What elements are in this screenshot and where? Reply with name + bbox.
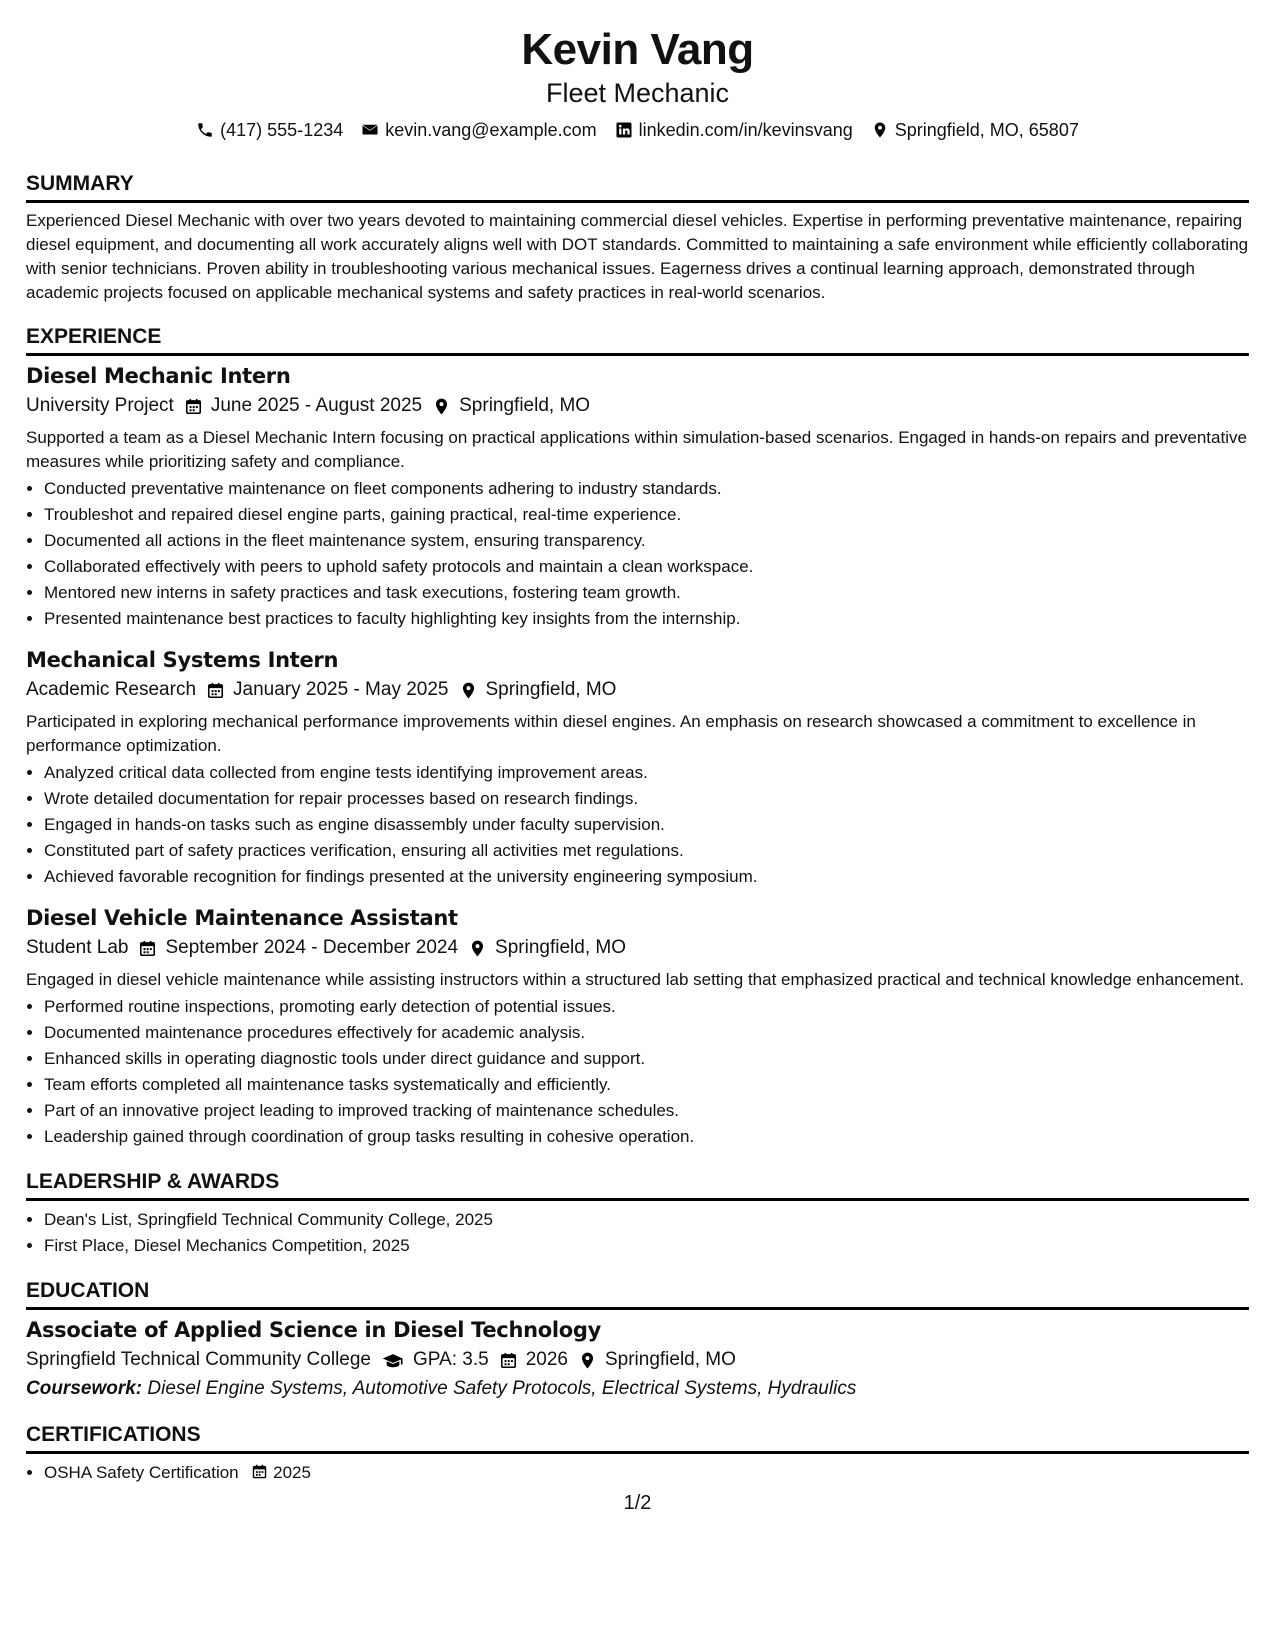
job-organization: Academic Research	[26, 679, 197, 700]
job-meta	[26, 392, 1249, 420]
job-title: Diesel Mechanic Intern	[26, 364, 291, 388]
phone-icon	[196, 121, 214, 139]
job-dates-group	[138, 934, 458, 962]
contact-linkedin[interactable]	[615, 118, 853, 142]
calendar-icon	[138, 939, 157, 958]
map-pin-icon	[578, 1351, 597, 1370]
map-pin-icon	[468, 939, 487, 958]
list-item: • Enhanced skills in operating diagnostic tools under direct guidance and support.	[44, 1046, 1249, 1072]
gpa-text: GPA: 3.5	[413, 1349, 489, 1370]
list-item: • Collaborated effectively with peers to uphold safety protocols and maintain a clean workspace.	[44, 554, 1249, 580]
map-pin-icon	[459, 681, 478, 700]
calendar-icon	[184, 397, 203, 416]
list-item: • Part of an innovative project leading to improved tracking of maintenance schedules.	[44, 1098, 1249, 1124]
job-location: Springfield, MO	[459, 395, 591, 416]
calendar-icon	[251, 1463, 268, 1480]
email-link[interactable]: kevin.vang@example.com	[385, 120, 597, 140]
candidate-name: Kevin Vang	[521, 25, 754, 74]
experience-entry	[26, 904, 1249, 1150]
candidate-title: Fleet Mechanic	[545, 78, 730, 108]
experience-section	[26, 323, 1249, 1150]
calendar-icon	[499, 1351, 518, 1370]
envelope-icon	[361, 121, 379, 139]
map-pin-icon	[871, 121, 889, 139]
education-location-group	[578, 1346, 736, 1374]
education-meta	[26, 1346, 1249, 1374]
job-location: Springfield, MO	[485, 679, 617, 700]
experience-entry	[26, 646, 1249, 890]
job-dates-group	[206, 676, 448, 704]
list-item: • Analyzed critical data collected from engine tests identifying improvement areas.	[44, 760, 1249, 786]
education-year: 2026	[525, 1349, 568, 1370]
education-section	[26, 1277, 1249, 1403]
contact-location	[871, 118, 1079, 142]
experience-entry	[26, 362, 1249, 632]
job-location-group	[459, 676, 617, 704]
list-item: • Team efforts completed all maintenance tasks systematically and efficiently.	[44, 1072, 1249, 1098]
contact-phone	[196, 118, 343, 142]
education-heading: EDUCATION	[26, 1277, 1249, 1310]
list-item: • Constituted part of safety practices verification, ensuring all activities met regulations.	[44, 838, 1249, 864]
summary-text: Experienced Diesel Mechanic with over two years devoted to maintaining commercial diesel vehicles. Expertise in performing preventative maintenance, repairing diesel equipment, and documenting all work accurately aligns well with DOT standards. Committed to maintaining a safe environment while efficiently collaborating with senior technicians. Proven ability in troubleshooting various mechanical issues. Eagerness drives a continual learning approach, demonstrated through academic projects focused on applicable mechanical systems and safety practices in real-world scenarios.	[26, 211, 1249, 302]
location-text: Springfield, MO, 65807	[894, 120, 1079, 140]
certifications-heading: CERTIFICATIONS	[26, 1421, 1249, 1454]
list-item: • Wrote detailed documentation for repair processes based on research findings.	[44, 786, 1249, 812]
leadership-section	[26, 1168, 1249, 1259]
list-item: • Documented maintenance procedures effectively for academic analysis.	[44, 1020, 1249, 1046]
contact-bar	[26, 118, 1249, 142]
job-dates: September 2024 - December 2024	[165, 937, 459, 958]
summary-section	[26, 170, 1249, 305]
experience-heading: EXPERIENCE	[26, 323, 1249, 356]
school-name: Springfield Technical Community College	[26, 1349, 371, 1370]
phone-text: (417) 555-1234	[220, 120, 344, 140]
list-item: • First Place, Diesel Mechanics Competition, 2025	[44, 1233, 1249, 1259]
list-item	[44, 1460, 1249, 1486]
list-item: • Conducted preventative maintenance on fleet components adhering to industry standards.	[44, 476, 1249, 502]
job-location-group	[432, 392, 590, 420]
job-title: Diesel Vehicle Maintenance Assistant	[26, 906, 458, 930]
education-location: Springfield, MO	[604, 1349, 736, 1370]
certifications-list	[26, 1460, 1249, 1486]
coursework-label: Coursework:	[26, 1378, 143, 1399]
job-description: Supported a team as a Diesel Mechanic Intern focusing on practical applications within simulation-based scenarios. Engaged in hands-on repairs and preventative measures while prioritizing safety and compliance.	[26, 428, 1247, 471]
list-item: • Leadership gained through coordination of group tasks resulting in cohesive operation.	[44, 1124, 1249, 1150]
job-dates-group	[184, 392, 422, 420]
list-item: • Dean's List, Springfield Technical Community College, 2025	[44, 1207, 1249, 1233]
resume-header	[26, 0, 1249, 142]
job-description: Participated in exploring mechanical performance improvements within diesel engines. An emphasis on research showcased a commitment to excellence in performance optimization.	[26, 712, 1196, 755]
job-bullets	[26, 476, 1249, 632]
degree-title: Associate of Applied Science in Diesel Technology	[26, 1318, 602, 1342]
job-bullets	[26, 760, 1249, 890]
job-organization: Student Lab	[26, 937, 129, 958]
job-dates: June 2025 - August 2025	[210, 395, 423, 416]
list-item: • Mentored new interns in safety practices and task executions, fostering team growth.	[44, 580, 1249, 606]
education-year-group	[499, 1346, 568, 1374]
coursework-list: Diesel Engine Systems, Automotive Safety Protocols, Electrical Systems, Hydraulics	[147, 1378, 857, 1399]
leadership-list	[26, 1207, 1249, 1259]
linkedin-icon	[615, 121, 633, 139]
page-number: 1/2	[623, 1492, 652, 1514]
linkedin-link[interactable]: linkedin.com/in/kevinsvang	[638, 120, 853, 140]
job-organization: University Project	[26, 395, 174, 416]
job-title: Mechanical Systems Intern	[26, 648, 339, 672]
certification-year: 2025	[273, 1463, 311, 1482]
summary-heading: SUMMARY	[26, 170, 1249, 203]
job-meta	[26, 676, 1249, 704]
contact-email[interactable]	[361, 118, 596, 142]
list-item: • Achieved favorable recognition for findings presented at the university engineering symposium.	[44, 864, 1249, 890]
map-pin-icon	[432, 397, 451, 416]
certifications-section	[26, 1421, 1249, 1486]
list-item: • Troubleshot and repaired diesel engine parts, gaining practical, real-time experience.	[44, 502, 1249, 528]
leadership-heading: LEADERSHIP & AWARDS	[26, 1168, 1249, 1201]
coursework	[26, 1375, 1249, 1403]
graduation-cap-icon	[381, 1351, 405, 1370]
list-item: • Engaged in hands-on tasks such as engine disassembly under faculty supervision.	[44, 812, 1249, 838]
certification-name: OSHA Safety Certification	[44, 1463, 239, 1482]
job-location: Springfield, MO	[495, 937, 626, 958]
list-item: • Documented all actions in the fleet maintenance system, ensuring transparency.	[44, 528, 1249, 554]
gpa-group	[381, 1346, 489, 1374]
calendar-icon	[206, 681, 225, 700]
list-item: • Performed routine inspections, promoting early detection of potential issues.	[44, 994, 1249, 1020]
job-bullets	[26, 994, 1249, 1150]
list-item: • Presented maintenance best practices to faculty highlighting key insights from the internship.	[44, 606, 1249, 632]
job-dates: January 2025 - May 2025	[233, 679, 449, 700]
job-meta	[26, 934, 1249, 962]
job-description: Engaged in diesel vehicle maintenance while assisting instructors within a structured lab setting that emphasized practical and technical knowledge enhancement.	[26, 970, 1245, 989]
job-location-group	[468, 934, 626, 962]
